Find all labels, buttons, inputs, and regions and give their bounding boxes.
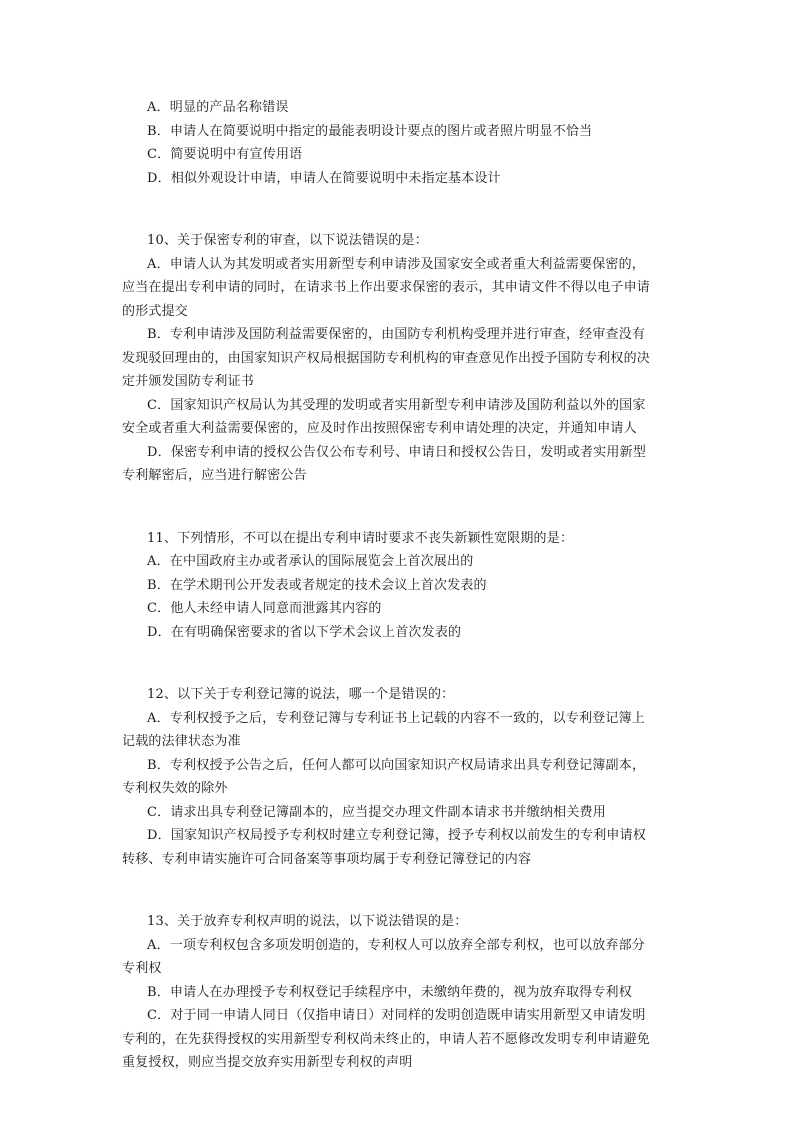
option-d-line-1: D．国家知识产权局授予专利权时建立专利登记簿，授予专利权以前发生的专利申请权 <box>147 828 647 843</box>
option-a-line-1: A．专利权授予之后，专利登记簿与专利证书上记载的内容不一致的，以专利登记簿上 <box>147 710 645 726</box>
option-d: D．相似外观设计申请，申请人在简要说明中未指定基本设计 <box>147 170 501 186</box>
spacer <box>122 644 678 683</box>
question-12 <box>122 683 678 871</box>
option-d-line-2: 专利解密后，应当进行解密公告 <box>122 468 307 483</box>
option-d: D．在有明确保密要求的省以下学术会议上首次发表的 <box>147 624 462 640</box>
option-c: C．简要说明中有宣传用语 <box>147 147 303 162</box>
option-c: C．他人未经申请人同意而泄露其内容的 <box>147 601 382 616</box>
option-c-line-1: C．请求出具专利登记簿副本的，应当提交办理文件副本请求书并缴纳相关费用 <box>147 804 606 820</box>
option-b: B．申请人在简要说明中指定的最能表明设计要点的图片或者照片明显不恰当 <box>147 123 593 139</box>
option-d-line-2: 转移、专利申请实施许可合同备案等事项均属于专利登记簿登记的内容 <box>122 851 532 867</box>
option-b-line-2: 发现驳回理由的，由国家知识产权局根据国防专利机构的审查意见作出授予国防专利权的决 <box>122 350 651 366</box>
option-c-line-2: 专利的，在先获得授权的实用新型专利权尚未终止的，申请人若不愿修改发明专利申请避免 <box>122 1031 651 1047</box>
question-stem: 12、以下关于专利登记簿的说法，哪一个是错误的： <box>147 687 455 702</box>
document-content <box>122 96 678 1075</box>
option-a-line-2: 应当在提出专利申请的同时，在请求书上作出要求保密的表示，其申请文件不得以电子申请 <box>122 280 651 295</box>
question-stem: 13、关于放弃专利权声明的说法，以下说法错误的是： <box>147 914 468 929</box>
option-b-line-3: 定并颁发国防专利证书 <box>122 374 255 389</box>
option-a-line-2: 记载的法律状态为准 <box>122 734 241 749</box>
option-c-line-3: 重复授权，则应当提交放弃实用新型专利权的声明 <box>122 1055 413 1070</box>
option-b-line-1: B．专利权授予公告之后，任何人都可以向国家知识产权局请求出具专利登记簿副本， <box>147 757 646 773</box>
question-stem: 11、下列情形，不可以在提出专利申请时要求不丧失新颖性宽限期的是： <box>147 530 574 546</box>
question-13 <box>122 910 678 1075</box>
option-b-line-1: B．专利申请涉及国防利益需要保密的，由国防专利机构受理并进行审查，经审查没有 <box>147 327 646 342</box>
option-b: B．在学术期刊公开发表或者规定的技术会议上首次发表的 <box>147 577 487 593</box>
spacer <box>122 871 678 910</box>
spacer <box>122 488 678 527</box>
option-c-line-1: C．对于同一申请人同日（仅指申请日）对同样的发明创造既申请实用新型又申请发明 <box>147 1008 646 1023</box>
option-c-line-1: C．国家知识产权局认为其受理的发明或者实用新型专利申请涉及国防利益以外的国家 <box>147 397 646 413</box>
option-c-line-2: 安全或者重大利益需要保密的，应及时作出按照保密专利申请处理的决定，并通知申请人 <box>122 421 637 436</box>
option-b-line-1: B．申请人在办理授予专利权登记手续程序中，未缴纳年费的，视为放弃取得专利权 <box>147 984 632 1000</box>
option-a-line-1: A．一项专利权包含多项发明创造的，专利权人可以放弃全部专利权，也可以放弃部分 <box>147 937 645 953</box>
option-a: A．明显的产品名称错误 <box>147 100 289 115</box>
question-10 <box>122 229 678 488</box>
spacer <box>122 190 678 229</box>
question-9-options <box>122 96 678 190</box>
question-11 <box>122 527 678 645</box>
option-a-line-3: 的形式提交 <box>122 303 189 319</box>
question-stem: 10、关于保密专利的审查，以下说法错误的是： <box>147 233 428 248</box>
option-a-line-1: A．申请人认为其发明或者实用新型专利申请涉及国家安全或者重大利益需要保密的， <box>147 256 645 272</box>
option-b-line-2: 专利权失效的除外 <box>122 781 228 796</box>
option-a: A．在中国政府主办或者承认的国际展览会上首次展出的 <box>147 554 474 569</box>
option-a-line-2: 专利权 <box>122 961 162 976</box>
option-d-line-1: D．保密专利申请的授权公告仅公布专利号、申请日和授权公告日，发明或者实用新型 <box>147 444 647 460</box>
